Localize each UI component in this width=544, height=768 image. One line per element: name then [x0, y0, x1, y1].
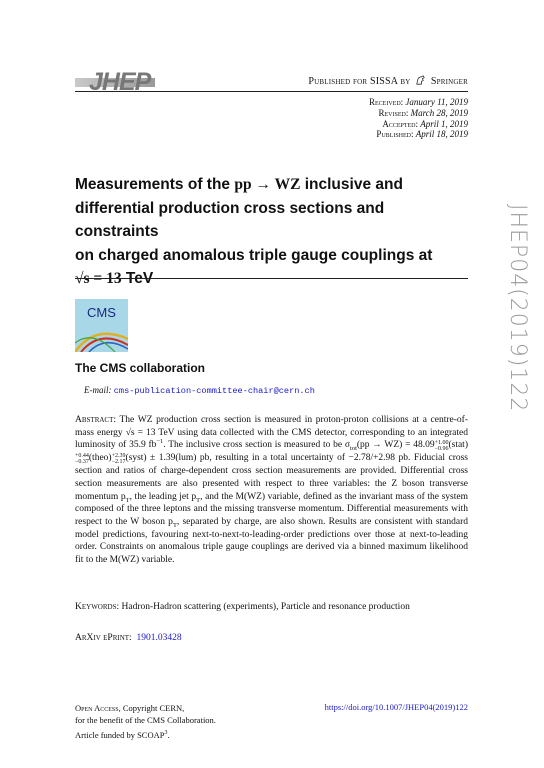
published-for-text: Published for SISSA by — [308, 76, 411, 87]
published-date: Published: April 18, 2019 — [376, 129, 468, 140]
paper-title: Measurements of the pp → WZ inclusive and differential production cross sections and constraints on charged anomalous triple gauge couplings at √s = 13 TeV — [75, 176, 433, 287]
keywords — [75, 602, 410, 612]
cms-logo — [75, 299, 128, 352]
title-rule — [75, 278, 468, 279]
email-line — [84, 385, 315, 396]
logo-text: JHEP — [89, 68, 151, 96]
arxiv-link[interactable]: 1901.03428 — [136, 633, 182, 643]
collaboration-name: The CMS collaboration — [75, 361, 206, 375]
arxiv-label: ArXiv ePrint: — [75, 633, 132, 643]
header-rule — [75, 91, 468, 92]
email-label: E-mail: — [84, 385, 112, 395]
revised-date: Revised: March 28, 2019 — [378, 107, 468, 118]
received-date: Received: January 11, 2019 — [369, 97, 468, 107]
springer-horse-icon — [415, 75, 426, 86]
published-for-line — [308, 75, 468, 87]
open-access-notice: Open Access, Copyright CERN, for the benefit of the CMS Collaboration. Article funded by SCOAP$^3$. — [75, 703, 216, 740]
journal-side-identifier: JHEP04(2019)122 — [505, 204, 530, 413]
keywords-text: Hadron-Hadron scattering (experiments), Particle and resonance production — [121, 602, 410, 612]
accepted-date: Accepted: April 1, 2019 — [382, 118, 468, 129]
email-link[interactable]: cms-publication-committee-chair@cern.ch — [113, 386, 315, 396]
publisher-name: Springer — [430, 76, 468, 87]
article-dates — [369, 97, 468, 140]
doi-link[interactable]: https://doi.org/10.1007/JHEP04(2019)122 — [324, 702, 468, 712]
abstract: Abstract: The WZ production cross section is measured in proton-proton collisions at a centre-of-mass energy √s = 13 TeV using data collected with the CMS detector, corresponding to an integrated luminosity of 35.9 $fb^{-1}$. The inclusive cross section is measured to be $\sigma_{tot}(pp \to WZ) = 48.09+1.00$ −0.96(stat)+0.44 −0.37(theo)+2.39 −2.17(syst) ± 1.39(lum) pb, resulting in a total uncertainty of −2.78/+2.98 pb. Fiducial cross section and ratios of charge-dependent cross section measurements are provided. Differential cross section measurements are also presented with respect to three variables: the Z boson transverse momentum $p_T$, the leading jet $p_T$, and the M(WZ) variable, defined as the invariant mass of the system composed of the three leptons and the missing transverse momentum. Differential measurements with respect to the W boson $p_T$, separated by charge, are also shown. Results are consistent with standard model predictions, favouring next-to-next-to-leading-order predictions over those at next-to-leading order. Constraints on anomalous triple gauge couplings are derived via a binned maximum likelihood fit to the M(WZ) variable. — [75, 415, 469, 565]
arxiv-eprint — [75, 633, 182, 643]
cms-logo-text: CMS — [87, 305, 116, 320]
keywords-label: Keywords: — [75, 602, 120, 612]
abstract-label: Abstract: — [75, 415, 117, 425]
